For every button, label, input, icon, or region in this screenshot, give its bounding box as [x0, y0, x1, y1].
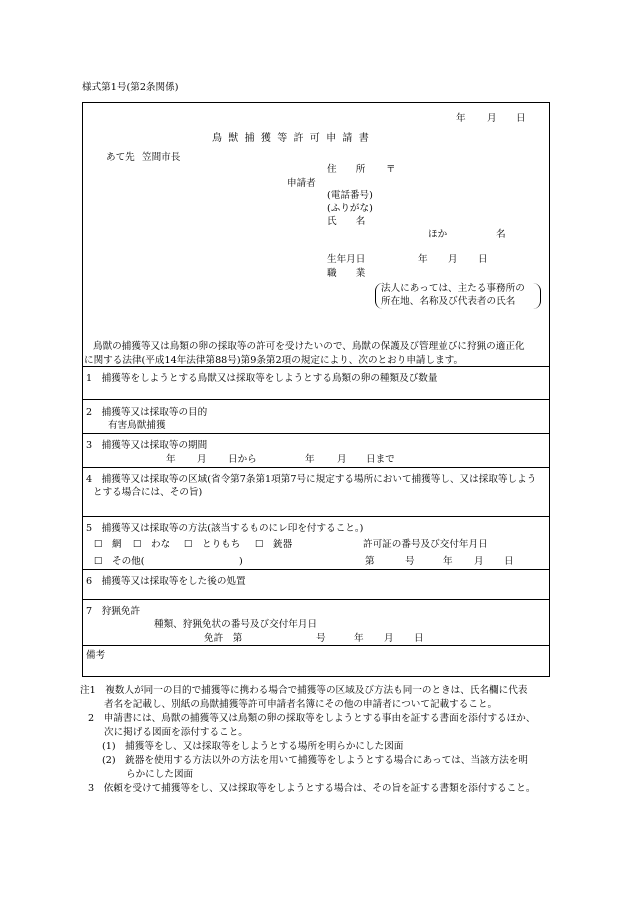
birthdate-label: 生年月日 [327, 254, 366, 265]
birth-month-label: 月 [448, 254, 458, 265]
divider-s6 [83, 599, 549, 600]
section-3-heading: 3 捕獲等又は採取等の期間 [86, 440, 208, 451]
divider-s4 [83, 516, 549, 517]
page-title: 鳥獣捕獲等許可申請書 [212, 133, 375, 144]
applicant-label: 申請者 [287, 178, 316, 189]
divider-s3 [83, 467, 549, 468]
section-2-heading: 2 捕獲等又は採取等の目的 [86, 407, 208, 418]
method-other-close: ) [239, 556, 243, 567]
note-1-line2: 者名を記載し、別紙の鳥獣捕獲等許可申請者名簿にその他の申請者について記載すること。 [104, 699, 498, 710]
method-birdlime-label: とりもち [202, 539, 241, 550]
section-4-heading-line1: 4 捕獲等又は採取等の区域(省令第7条第1項第7号に規定する場所において捕獲等し、又は採取等しよう [86, 474, 537, 485]
application-form [82, 102, 550, 677]
remarks-label: 備考 [86, 650, 106, 661]
license-month: 月 [474, 556, 484, 567]
form-number: 様式第1号(第2条関係) [82, 82, 179, 93]
section-2-value: 有害鳥獣捕獲 [108, 420, 166, 431]
date-month-label: 月 [487, 113, 497, 124]
period-from-year: 年 [166, 454, 176, 465]
persons-label: 名 [496, 229, 506, 240]
note-2-item2-line1: (2) 銃器を使用する方法以外の方法を用いて捕獲等をしようとする場合にあっては、当該方法を明 [102, 755, 529, 766]
corporate-note-line1: 法人にあっては、主たる事務所の [381, 283, 525, 294]
license-year: 年 [443, 556, 453, 567]
divider-s5 [83, 569, 549, 570]
section-7-heading: 7 狩猟免許 [86, 606, 141, 617]
section-6-heading: 6 捕獲等又は採取等をした後の処置 [86, 576, 246, 587]
checkbox-other[interactable]: ☐ [94, 556, 103, 567]
addressee-name: 笠間市長 [142, 152, 181, 163]
note-2-item2-line2: らかにした図面 [126, 769, 194, 780]
divider-s2 [83, 433, 549, 434]
note-2-item1: (1) 捕獲等をし、又は採取等をしようとする場所を明らかにした図面 [102, 741, 404, 752]
period-to-day: 日まで [366, 454, 395, 465]
period-to-month: 月 [337, 454, 347, 465]
hunting-license-go: 号 [316, 633, 326, 644]
section-5-heading: 5 捕獲等又は採取等の方法(該当するものにレ印を付すること。) [86, 523, 364, 534]
license-number-label: 許可証の番号及び交付年月日 [363, 539, 488, 550]
addressee-label: あて先 [106, 152, 135, 163]
method-trap-label: わな [151, 539, 171, 550]
period-from-month: 月 [197, 454, 207, 465]
checkbox-birdlime[interactable]: ☐ [184, 539, 193, 550]
note-3: 3 依頼を受けて捕獲等をし、又は採取等をしようとする場合は、その旨を証する書類を添付すること。 [88, 783, 536, 794]
note-1-line1: 注1 複数人が同一の目的で捕獲等に携わる場合で捕獲等の区域及び方法も同一のときは、氏名欄に代表 [80, 685, 528, 696]
postal-mark: 〒 [386, 164, 396, 175]
birth-day-label: 日 [478, 254, 488, 265]
method-other-label: その他( [112, 556, 145, 567]
divider-s1 [83, 399, 549, 400]
furigana-label: (ふりがな) [327, 203, 373, 214]
intro-line2: に関する法律(平成14年法律第88号)第9条第2項の規定により、次のとおり申請します。 [84, 355, 464, 366]
hunting-license-dai: 免許 第 [204, 633, 243, 644]
hunting-license-month: 月 [384, 633, 394, 644]
license-go: 号 [405, 556, 415, 567]
checkbox-gun[interactable]: ☐ [255, 539, 264, 550]
birth-year-label: 年 [418, 254, 428, 265]
method-gun-label: 銃器 [273, 539, 293, 550]
note-2-line1: 2 申請書には、鳥獣の捕獲等又は鳥類の卵の採取等をしようとする事由を証する書面を添付するほか、 [88, 713, 536, 724]
intro-line1: 鳥獣の捕獲等又は鳥類の卵の採取等の許可を受けたいので、鳥獣の保護及び管理並びに狩猟の適正化 [93, 341, 525, 352]
address-label: 住 所 [327, 164, 366, 175]
divider-s7 [83, 645, 549, 646]
hunting-license-day: 日 [414, 633, 424, 644]
date-year-label: 年 [456, 113, 466, 124]
license-day: 日 [504, 556, 514, 567]
note-2-line2: 次に掲げる図面を添付すること。 [104, 727, 248, 738]
phone-label: (電話番号) [327, 190, 373, 201]
hunting-license-year: 年 [354, 633, 364, 644]
corporate-note-line2: 所在地、名称及び代表者の氏名 [381, 296, 516, 307]
occupation-label: 職 業 [327, 268, 366, 279]
hunting-license-type: 種類、狩猟免状の番号及び交付年月日 [154, 619, 318, 630]
period-to-year: 年 [305, 454, 315, 465]
checkbox-trap[interactable]: ☐ [133, 539, 142, 550]
period-from-day: 日から [228, 454, 257, 465]
name-label: 氏 名 [327, 216, 366, 227]
section-1-heading: 1 捕獲等をしようとする鳥獣又は採取等をしようとする鳥類の卵の種類及び数量 [86, 373, 438, 384]
checkbox-net[interactable]: ☐ [94, 539, 103, 550]
date-day-label: 日 [516, 113, 526, 124]
section-4-heading-line2: とする場合には、その旨) [93, 487, 203, 498]
method-net-label: 網 [112, 539, 122, 550]
others-label: ほか [428, 229, 448, 240]
license-dai: 第 [365, 556, 375, 567]
